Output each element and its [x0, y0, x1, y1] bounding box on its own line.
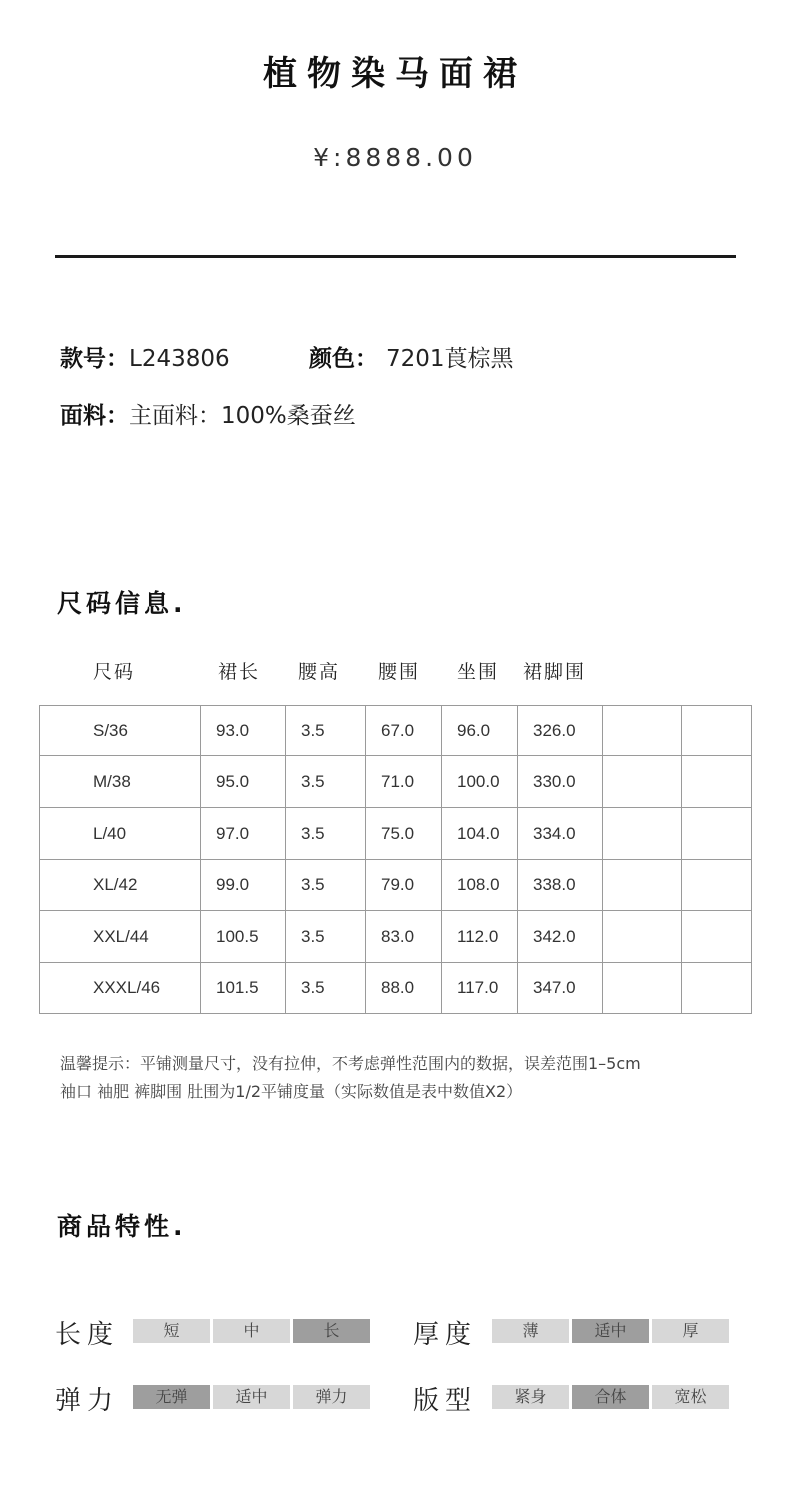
table-cell: XXL/44: [40, 911, 201, 963]
table-cell: [682, 963, 752, 1014]
fabric-value: 主面料：100%桑蚕丝: [129, 403, 356, 429]
table-cell: [682, 808, 752, 860]
feature-label: 厚度: [413, 1320, 478, 1350]
table-cell: 117.0: [442, 963, 518, 1014]
features-section-title: 商品特性.: [57, 1212, 187, 1241]
fabric-label: 面料：: [60, 403, 129, 429]
table-cell: 334.0: [518, 808, 603, 860]
table-cell: [603, 756, 682, 808]
table-cell: [603, 808, 682, 860]
table-cell: 75.0: [366, 808, 442, 860]
table-cell: 99.0: [201, 860, 286, 911]
table-cell: [682, 706, 752, 756]
feature-option-chip: 合体: [572, 1385, 649, 1409]
feature-option-chip: 适中: [213, 1385, 290, 1409]
product-title: 植物染马面裙: [263, 54, 527, 94]
table-cell: [682, 756, 752, 808]
feature-option-chip: 长: [293, 1319, 370, 1343]
table-cell: 95.0: [201, 756, 286, 808]
table-cell: [682, 911, 752, 963]
table-cell: 67.0: [366, 706, 442, 756]
table-cell: 326.0: [518, 706, 603, 756]
table-row: [40, 860, 752, 911]
column-header-waist-height: 腰高: [298, 661, 341, 683]
table-cell: 97.0: [201, 808, 286, 860]
table-cell: 79.0: [366, 860, 442, 911]
table-cell: M/38: [40, 756, 201, 808]
table-cell: 3.5: [286, 808, 366, 860]
table-row: [40, 911, 752, 963]
table-cell: 342.0: [518, 911, 603, 963]
table-cell: 330.0: [518, 756, 603, 808]
table-cell: 3.5: [286, 756, 366, 808]
table-cell: XXXL/46: [40, 963, 201, 1014]
feature-option-chip: 适中: [572, 1319, 649, 1343]
style-label: 款号：: [60, 346, 129, 372]
column-header-waist: 腰围: [378, 661, 421, 683]
table-cell: L/40: [40, 808, 201, 860]
column-header-hip: 坐围: [457, 661, 500, 683]
color-value: 7201莨棕黑: [386, 346, 514, 372]
table-cell: 338.0: [518, 860, 603, 911]
size-note-line1: 温馨提示：平铺测量尺寸，没有拉伸，不考虑弹性范围内的数据，误差范围1–5cm: [60, 1054, 641, 1073]
feature-option-chip: 宽松: [652, 1385, 729, 1409]
table-cell: [682, 860, 752, 911]
feature-label: 长度: [55, 1320, 120, 1350]
size-table: [39, 705, 752, 1014]
table-cell: 83.0: [366, 911, 442, 963]
table-cell: 88.0: [366, 963, 442, 1014]
table-cell: 100.5: [201, 911, 286, 963]
size-section-title: 尺码信息.: [57, 589, 187, 618]
table-cell: 101.5: [201, 963, 286, 1014]
table-cell: XL/42: [40, 860, 201, 911]
feature-option-chip: 紧身: [492, 1385, 569, 1409]
table-cell: 100.0: [442, 756, 518, 808]
color-row: [309, 340, 514, 373]
feature-option-chip: 弹力: [293, 1385, 370, 1409]
size-note-line2: 袖口 袖肥 裤脚围 肚围为1/2平铺度量（实际数值是表中数值X2）: [60, 1082, 523, 1101]
table-cell: 3.5: [286, 963, 366, 1014]
table-cell: 104.0: [442, 808, 518, 860]
feature-option-chip: 无弹: [133, 1385, 210, 1409]
table-cell: 93.0: [201, 706, 286, 756]
table-row: [40, 963, 752, 1014]
table-cell: [603, 911, 682, 963]
divider-rule: [55, 255, 736, 258]
feature-label: 弹力: [55, 1386, 120, 1416]
feature-option-chip: 厚: [652, 1319, 729, 1343]
feature-option-chip: 中: [213, 1319, 290, 1343]
feature-option-chip: 短: [133, 1319, 210, 1343]
table-cell: [603, 706, 682, 756]
column-header-size: 尺码: [93, 661, 136, 683]
table-cell: S/36: [40, 706, 201, 756]
style-value: L243806: [129, 346, 230, 372]
table-cell: 3.5: [286, 911, 366, 963]
table-cell: 3.5: [286, 860, 366, 911]
fabric-row: [60, 397, 356, 430]
table-cell: 71.0: [366, 756, 442, 808]
table-cell: [603, 860, 682, 911]
table-cell: 3.5: [286, 706, 366, 756]
table-row: [40, 706, 752, 756]
table-row: [40, 756, 752, 808]
table-row: [40, 808, 752, 860]
table-cell: 347.0: [518, 963, 603, 1014]
table-cell: 108.0: [442, 860, 518, 911]
product-price: ¥:8888.00: [313, 143, 477, 172]
table-cell: 112.0: [442, 911, 518, 963]
color-label: 颜色：: [309, 346, 378, 372]
column-header-hem: 裙脚围: [523, 661, 587, 683]
table-cell: [603, 963, 682, 1014]
feature-option-chip: 薄: [492, 1319, 569, 1343]
feature-label: 版型: [413, 1386, 478, 1416]
style-row: [60, 340, 230, 373]
column-header-length: 裙长: [218, 661, 261, 683]
table-cell: 96.0: [442, 706, 518, 756]
